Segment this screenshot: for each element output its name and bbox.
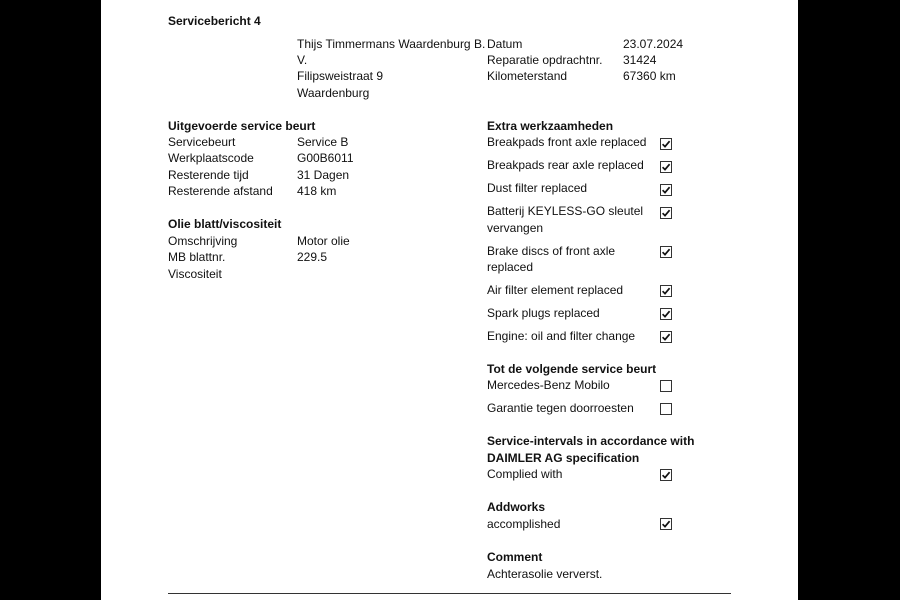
extra-work-checkbox[interactable]	[660, 285, 672, 297]
oil-row-label: Viscositeit	[168, 267, 222, 281]
service-row-value: 31 Dagen	[297, 168, 350, 182]
checkmark-icon	[661, 139, 671, 149]
checkmark-icon	[661, 332, 671, 342]
checkmark-icon	[661, 247, 671, 257]
intervals-heading-cont: DAIMLER AG specification	[487, 451, 640, 465]
service-row-value: G00B6011	[297, 151, 354, 165]
intervals-heading: Service-intervals in accordance with	[487, 434, 695, 448]
checkmark-icon	[661, 185, 671, 195]
extra-work-item-label: Batterij KEYLESS-GO sleutel	[487, 204, 644, 218]
extra-work-checkbox[interactable]	[660, 207, 672, 219]
dealer-city: Waardenburg	[297, 86, 370, 100]
extra-work-checkbox[interactable]	[660, 331, 672, 343]
service-report-page	[101, 0, 798, 600]
oil-row-value: Motor olie	[297, 234, 350, 248]
service-row-value: Service B	[297, 135, 349, 149]
checkmark-icon	[661, 208, 671, 218]
next-service-heading: Tot de volgende service beurt	[487, 362, 657, 376]
extra-work-item-label: Dust filter replaced	[487, 181, 588, 195]
extra-work-item-label-cont: vervangen	[487, 221, 544, 235]
extra-work-item-label: Air filter element replaced	[487, 283, 624, 297]
report-title: Servicebericht 4	[168, 14, 261, 28]
extra-work-item-label: Breakpads front axle replaced	[487, 135, 647, 149]
next-service-item-label: Garantie tegen doorroesten	[487, 401, 634, 415]
comment-heading: Comment	[487, 550, 543, 564]
service-row-value: 418 km	[297, 184, 337, 198]
dealer-name-line2: V.	[297, 53, 308, 67]
oil-row-label: Omschrijving	[168, 234, 238, 248]
service-row-label: Servicebeurt	[168, 135, 236, 149]
oil-row-value: 229.5	[297, 250, 328, 264]
intervals-checkbox[interactable]	[660, 469, 672, 481]
dealer-street: Filipsweistraat 9	[297, 69, 384, 83]
datum-label: Datum	[487, 37, 523, 51]
addworks-label: accomplished	[487, 517, 561, 531]
extra-work-item-label: Engine: oil and filter change	[487, 329, 636, 343]
extra-work-checkbox[interactable]	[660, 246, 672, 258]
extra-work-heading: Extra werkzaamheden	[487, 119, 614, 133]
extra-work-checkbox[interactable]	[660, 161, 672, 173]
oil-row-label: MB blattnr.	[168, 250, 226, 264]
mileage-value: 67360 km	[623, 69, 676, 83]
intervals-label: Complied with	[487, 467, 563, 481]
addworks-heading: Addworks	[487, 500, 546, 514]
order-number-label: Reparatie opdrachtnr.	[487, 53, 603, 67]
next-service-checkbox[interactable]	[660, 403, 672, 415]
service-heading: Uitgevoerde service beurt	[168, 119, 316, 133]
next-service-item-label: Mercedes-Benz Mobilo	[487, 378, 610, 392]
extra-work-item-label-cont: replaced	[487, 260, 534, 274]
datum-value: 23.07.2024	[623, 37, 684, 51]
extra-work-item-label: Brake discs of front axle	[487, 244, 616, 258]
dealer-name-line1: Thijs Timmermans Waardenburg B.	[297, 37, 486, 51]
checkmark-icon	[661, 309, 671, 319]
service-row-label: Resterende afstand	[168, 184, 273, 198]
checkmark-icon	[661, 162, 671, 172]
extra-work-checkbox[interactable]	[660, 308, 672, 320]
extra-work-item-label: Spark plugs replaced	[487, 306, 600, 320]
mileage-label: Kilometerstand	[487, 69, 568, 83]
checkmark-icon	[661, 519, 671, 529]
next-service-checkbox[interactable]	[660, 380, 672, 392]
extra-work-item-label: Breakpads rear axle replaced	[487, 158, 644, 172]
checkmark-icon	[661, 286, 671, 296]
bottom-divider	[168, 593, 731, 594]
service-row-label: Werkplaatscode	[168, 151, 254, 165]
extra-work-checkbox[interactable]	[660, 138, 672, 150]
extra-work-checkbox[interactable]	[660, 184, 672, 196]
checkmark-icon	[661, 470, 671, 480]
service-row-label: Resterende tijd	[168, 168, 249, 182]
oil-heading: Olie blatt/viscositeit	[168, 217, 282, 231]
addworks-checkbox[interactable]	[660, 518, 672, 530]
comment-text: Achterasolie ververst.	[487, 567, 603, 581]
order-number-value: 31424	[623, 53, 657, 67]
